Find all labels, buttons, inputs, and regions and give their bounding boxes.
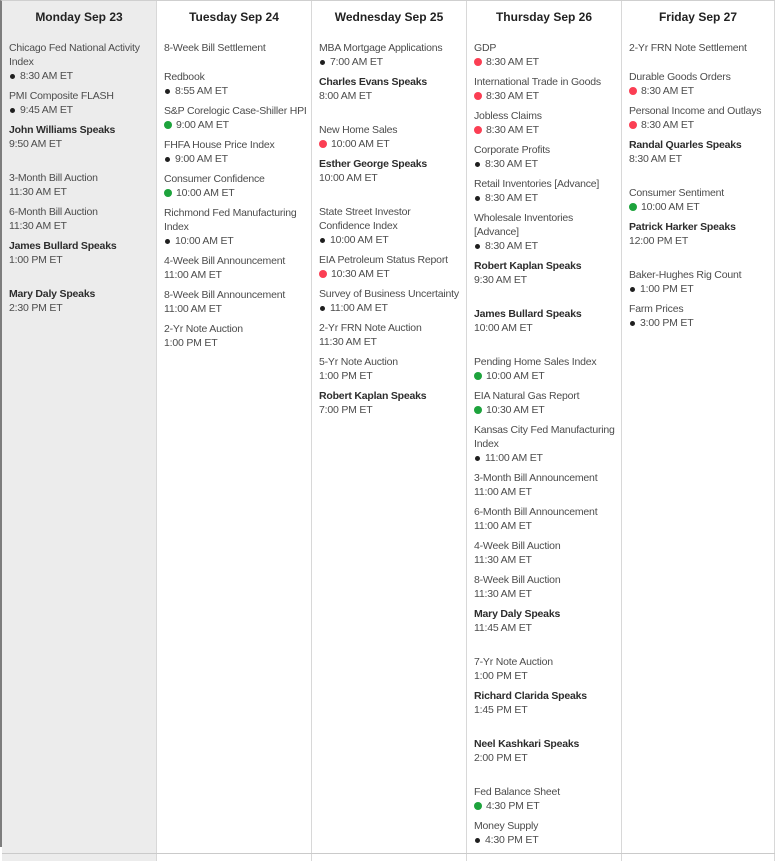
calendar-event-speaker[interactable] [629,138,771,166]
red-status-dot-icon [319,140,327,148]
event-title[interactable]: Neel Kashkari Speaks [474,738,580,750]
black-status-dot-icon [475,162,480,167]
calendar-event-speaker[interactable] [474,259,618,287]
event-time-line [9,253,153,267]
day-column-thursday [467,1,622,853]
event-time: 9:50 AM ET [9,138,62,150]
event-time: 11:00 AM ET [164,303,222,315]
event-time-line [629,316,771,330]
event-title[interactable]: Richmond Fed Manufacturing Index [164,207,297,233]
event-time: 8:30 AM ET [486,90,539,102]
event-title[interactable]: Kansas City Fed Manufacturing Index [474,424,615,450]
next-week-cell-thursday [467,854,622,861]
event-time-line [474,485,618,499]
event-time: 10:00 AM ET [474,322,533,334]
event-time: 8:30 AM ET [485,192,538,204]
calendar-event-speaker[interactable] [474,607,618,635]
event-time-line [474,321,618,335]
event-title[interactable]: Robert Kaplan Speaks [474,260,582,272]
event-title[interactable]: Redbook [164,71,205,83]
event-time: 1:00 PM ET [319,370,373,382]
event-title[interactable]: Baker-Hughes Rig Count [629,269,742,281]
calendar-event[interactable] [164,70,308,98]
event-title[interactable]: 6-Month Bill Announcement [474,506,598,518]
event-title[interactable]: 4-Week Bill Announcement [164,255,286,267]
event-title[interactable]: Consumer Confidence [164,173,265,185]
week-row [2,1,775,853]
event-title[interactable]: Patrick Harker Speaks [629,221,736,233]
event-time-line [474,553,618,567]
calendar-event-speaker[interactable] [9,123,153,151]
green-status-dot-icon [474,802,482,810]
event-time-line [474,587,618,601]
event-time: 10:00 AM ET [330,234,389,246]
event-time-line [319,335,463,349]
event-time-line [474,89,618,103]
event-title[interactable]: FHFA House Price Index [164,139,275,151]
event-list-friday [622,29,774,330]
event-time: 3:00 PM ET [640,317,694,329]
event-time-line [164,186,308,200]
event-time: 10:00 AM ET [176,187,235,199]
event-time-line [9,185,153,199]
calendar-event[interactable] [474,109,618,137]
event-time: 11:30 AM ET [474,588,532,600]
event-title[interactable]: Farm Prices [629,303,684,315]
event-title[interactable]: Mary Daly Speaks [9,288,96,300]
event-time-line [319,89,463,103]
calendar-event[interactable] [474,471,618,499]
event-time-line [164,234,308,248]
event-title[interactable]: John Williams Speaks [9,124,116,136]
event-time: 9:30 AM ET [474,274,527,286]
event-time: 8:30 AM ET [641,119,694,131]
black-status-dot-icon [165,239,170,244]
event-title[interactable]: MBA Mortgage Applications [319,42,443,54]
green-status-dot-icon [474,406,482,414]
calendar-event[interactable] [9,89,153,117]
calendar-event[interactable] [9,41,153,83]
event-time-line [474,621,618,635]
event-time-line [474,55,618,69]
calendar-event[interactable] [164,288,308,316]
event-time: 11:00 AM ET [474,520,532,532]
event-title[interactable]: 7-Yr Note Auction [474,656,553,668]
event-time-line [474,369,618,383]
event-title[interactable]: 2-Yr Note Auction [164,323,243,335]
event-time: 11:45 AM ET [474,622,532,634]
event-title[interactable]: 6-Month Bill Auction [9,206,98,218]
event-title[interactable]: Esther George Speaks [319,158,428,170]
event-time: 10:30 AM ET [331,268,390,280]
calendar-event[interactable] [474,539,618,567]
event-title[interactable]: Pending Home Sales Index [474,356,597,368]
event-time: 11:00 AM ET [330,302,388,314]
calendar-event[interactable] [9,205,153,233]
event-time-line [319,267,463,281]
event-title[interactable]: James Bullard Speaks [9,240,117,252]
red-status-dot-icon [629,87,637,95]
event-time: 10:30 AM ET [486,404,545,416]
event-time: 11:30 AM ET [9,186,67,198]
black-status-dot-icon [630,321,635,326]
calendar-event[interactable] [164,322,308,350]
calendar-event[interactable] [629,41,771,55]
calendar-event[interactable] [474,355,618,383]
calendar-event[interactable] [319,355,463,383]
red-status-dot-icon [474,92,482,100]
event-time: 8:30 AM ET [20,70,73,82]
event-time: 8:30 AM ET [486,56,539,68]
event-title[interactable]: 3-Month Bill Announcement [474,472,598,484]
event-time-line [164,268,308,282]
event-time: 4:30 PM ET [486,800,540,812]
event-time-line [474,403,618,417]
event-time-line [629,118,771,132]
calendar-event[interactable] [474,785,618,813]
event-time-line [319,369,463,383]
event-time: 8:30 AM ET [485,240,538,252]
red-status-dot-icon [474,126,482,134]
event-time-line [629,234,771,248]
event-title[interactable]: Chicago Fed National Activity Index [9,42,140,68]
event-title[interactable]: 5-Yr Note Auction [319,356,398,368]
event-title[interactable]: GDP [474,42,497,54]
event-time-line [474,799,618,813]
event-time-line [474,273,618,287]
day-column-tuesday [157,1,312,853]
day-column-friday [622,1,775,853]
event-time: 1:45 PM ET [474,704,528,716]
green-status-dot-icon [629,203,637,211]
event-title[interactable]: Retail Inventories [Advance] [474,178,600,190]
event-title[interactable]: Survey of Business Uncertainty [319,288,459,300]
event-time: 11:00 AM ET [485,452,543,464]
event-title[interactable]: Fed Balance Sheet [474,786,560,798]
black-status-dot-icon [320,60,325,65]
calendar-event-speaker[interactable] [474,689,618,717]
calendar-event[interactable] [164,138,308,166]
event-time: 11:30 AM ET [9,220,67,232]
event-time-line [9,219,153,233]
event-title[interactable]: Jobless Claims [474,110,542,122]
event-time: 2:30 PM ET [9,302,63,314]
day-header-friday: Friday Sep 27 [658,10,738,24]
event-time: 1:00 PM ET [474,670,528,682]
calendar-event-speaker[interactable] [9,287,153,315]
calendar-event-speaker[interactable] [9,239,153,267]
event-title[interactable]: EIA Natural Gas Report [474,390,580,402]
event-time-line [319,301,463,315]
event-time: 8:30 AM ET [485,158,538,170]
event-time-line [164,302,308,316]
event-time-line [474,833,618,847]
calendar-event[interactable] [319,41,463,69]
calendar-event[interactable] [164,206,308,248]
event-time: 11:00 AM ET [474,486,532,498]
event-time-line [319,137,463,151]
event-title[interactable]: Charles Evans Speaks [319,76,428,88]
event-time-line [474,703,618,717]
day-header-monday: Monday Sep 23 [35,10,123,24]
calendar-event[interactable] [474,505,618,533]
event-title[interactable]: Mary Daly Speaks [474,608,561,620]
next-week-row-partial [2,853,775,861]
event-title[interactable]: Wholesale Inventories [Advance] [474,212,574,238]
event-time: 12:00 PM ET [629,235,689,247]
calendar-event[interactable] [474,143,618,171]
event-title[interactable]: 8-Week Bill Auction [474,574,561,586]
event-list-wednesday [312,29,466,417]
next-week-cell-monday [2,854,157,861]
event-list-monday [2,29,156,315]
calendar-event[interactable] [474,211,618,253]
event-time: 11:30 AM ET [319,336,377,348]
calendar-event[interactable] [629,268,771,296]
event-time-line [319,171,463,185]
event-time-line [474,239,618,253]
event-title[interactable]: International Trade in Goods [474,76,601,88]
calendar-event-speaker[interactable] [474,307,618,335]
black-status-dot-icon [165,89,170,94]
event-time: 11:30 AM ET [474,554,532,566]
event-time: 8:00 AM ET [319,90,372,102]
event-time: 10:00 AM ET [319,172,378,184]
red-status-dot-icon [474,58,482,66]
event-title[interactable]: James Bullard Speaks [474,308,582,320]
black-status-dot-icon [320,238,325,243]
event-time: 2:00 PM ET [474,752,528,764]
event-title[interactable]: 2-Yr FRN Note Settlement [629,42,747,54]
event-time: 1:00 PM ET [9,254,63,266]
event-time-line [319,55,463,69]
event-time: 9:00 AM ET [175,153,228,165]
event-time-line [9,69,153,83]
event-time-line [164,152,308,166]
day-header-thursday: Thursday Sep 26 [495,10,593,24]
event-title[interactable]: 3-Month Bill Auction [9,172,98,184]
calendar-event[interactable] [164,172,308,200]
event-title[interactable]: New Home Sales [319,124,398,136]
event-time: 1:00 PM ET [640,283,694,295]
day-column-monday [2,1,157,853]
day-column-wednesday [312,1,467,853]
event-time-line [9,301,153,315]
event-time: 8:30 AM ET [486,124,539,136]
calendar-event[interactable] [319,123,463,151]
black-status-dot-icon [475,456,480,461]
event-time: 10:00 AM ET [175,235,234,247]
event-title[interactable]: Randal Quarles Speaks [629,139,742,151]
event-list-thursday [467,29,621,847]
event-time-line [629,282,771,296]
red-status-dot-icon [629,121,637,129]
day-header-tuesday: Tuesday Sep 24 [189,10,279,24]
black-status-dot-icon [475,838,480,843]
calendar-event[interactable] [474,389,618,417]
event-time: 1:00 PM ET [164,337,218,349]
calendar-event[interactable] [629,186,771,214]
event-title[interactable]: Corporate Profits [474,144,550,156]
calendar-event[interactable] [474,573,618,601]
calendar-event[interactable] [164,41,308,55]
event-time-line [629,200,771,214]
event-time-line [474,191,618,205]
event-time-line [164,84,308,98]
event-time-line [629,152,771,166]
calendar-event[interactable] [164,254,308,282]
calendar-event[interactable] [474,177,618,205]
calendar-event[interactable] [319,253,463,281]
calendar-event[interactable] [474,75,618,103]
next-week-cell-wednesday [312,854,467,861]
event-time-line [9,103,153,117]
black-status-dot-icon [475,196,480,201]
next-week-cell-tuesday [157,854,312,861]
event-time-line [474,123,618,137]
event-title[interactable]: Robert Kaplan Speaks [319,390,427,402]
event-time-line [164,336,308,350]
calendar-event-speaker[interactable] [629,220,771,248]
calendar-event-speaker[interactable] [319,75,463,103]
day-header-wednesday: Wednesday Sep 25 [334,10,444,24]
event-title[interactable]: Money Supply [474,820,539,832]
green-status-dot-icon [164,121,172,129]
event-time: 8:55 AM ET [175,85,228,97]
black-status-dot-icon [320,306,325,311]
event-time-line [319,403,463,417]
event-time-line [474,751,618,765]
event-time-line [474,451,618,465]
event-time-line [629,84,771,98]
event-time: 10:00 AM ET [331,138,390,150]
calendar-event-speaker[interactable] [319,157,463,185]
event-title[interactable]: 4-Week Bill Auction [474,540,561,552]
event-title[interactable]: EIA Petroleum Status Report [319,254,448,266]
event-title[interactable]: PMI Composite FLASH [9,90,114,102]
event-title[interactable]: 8-Week Bill Settlement [164,42,266,54]
event-time: 7:00 AM ET [330,56,383,68]
event-title[interactable]: Consumer Sentiment [629,187,725,199]
calendar-event[interactable] [474,41,618,69]
event-title[interactable]: 8-Week Bill Announcement [164,289,286,301]
green-status-dot-icon [164,189,172,197]
event-time: 7:00 PM ET [319,404,373,416]
red-status-dot-icon [319,270,327,278]
calendar-event[interactable] [164,104,308,132]
event-time-line [474,519,618,533]
event-title[interactable]: S&P Corelogic Case-Shiller HPI [164,105,307,117]
event-time-line [474,157,618,171]
event-time-line [474,669,618,683]
calendar-event[interactable] [9,171,153,199]
calendar-event[interactable] [629,70,771,98]
event-time-line [9,137,153,151]
event-time: 11:00 AM ET [164,269,222,281]
event-time: 9:00 AM ET [176,119,229,131]
event-time: 4:30 PM ET [485,834,539,846]
black-status-dot-icon [630,287,635,292]
calendar-event[interactable] [629,104,771,132]
event-title[interactable]: Personal Income and Outlays [629,105,762,117]
calendar-event[interactable] [474,819,618,847]
event-time-line [319,233,463,247]
black-status-dot-icon [10,108,15,113]
green-status-dot-icon [474,372,482,380]
event-time: 10:00 AM ET [486,370,545,382]
calendar-event[interactable] [474,423,618,465]
calendar-event[interactable] [629,302,771,330]
event-title[interactable]: Durable Goods Orders [629,71,731,83]
calendar-event-speaker[interactable] [319,389,463,417]
event-title[interactable]: State Street Investor Confidence Index [319,206,411,232]
event-time: 10:00 AM ET [641,201,700,213]
black-status-dot-icon [10,74,15,79]
event-list-tuesday [157,29,311,350]
calendar-event[interactable] [474,655,618,683]
black-status-dot-icon [165,157,170,162]
calendar-event-speaker[interactable] [474,737,618,765]
calendar-event[interactable] [319,321,463,349]
next-week-cell-friday [622,854,775,861]
event-title[interactable]: Richard Clarida Speaks [474,690,587,702]
calendar-event[interactable] [319,205,463,247]
black-status-dot-icon [475,244,480,249]
calendar-event[interactable] [319,287,463,315]
event-time: 8:30 AM ET [641,85,694,97]
event-title[interactable]: 2-Yr FRN Note Auction [319,322,422,334]
event-time: 9:45 AM ET [20,104,73,116]
event-time-line [164,118,308,132]
event-time: 8:30 AM ET [629,153,682,165]
